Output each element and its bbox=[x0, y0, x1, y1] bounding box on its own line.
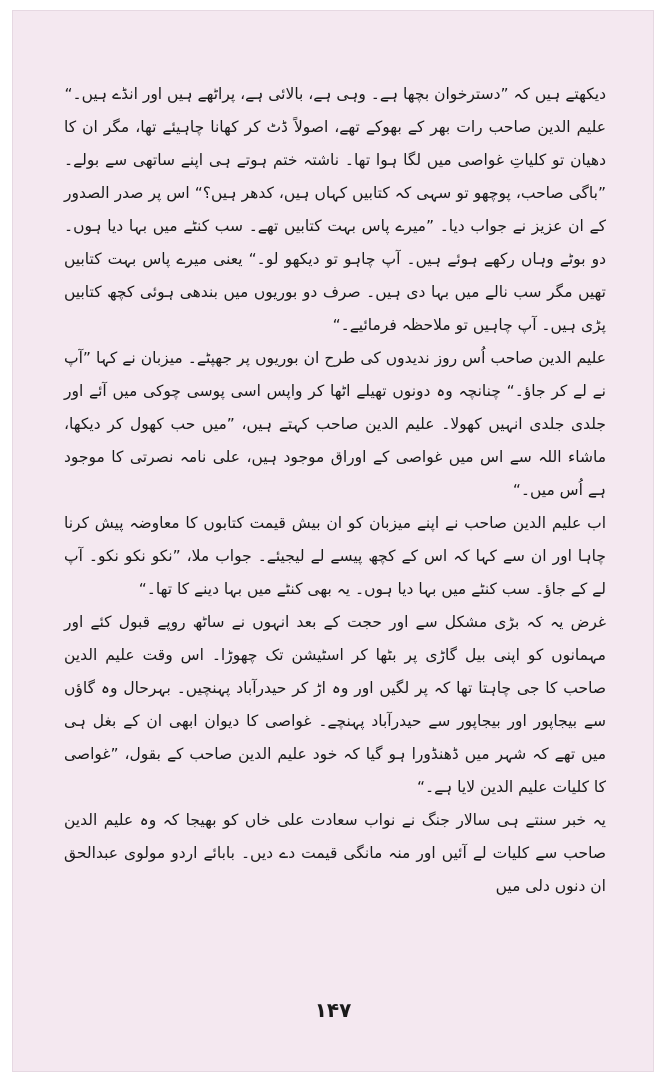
book-page bbox=[12, 10, 654, 1072]
paragraph-1: دیکھتے ہیں کہ ”دسترخوان بچھا ہے۔ وہی ہے، بالائی ہے، پراٹھے ہیں اور انڈے ہیں۔“ bbox=[64, 85, 606, 103]
paragraph-3: علیم الدین صاحب اُس روز ندیدوں کی طرح ان بوریوں پر جھپٹے۔ میزبان نے کہا ”آپ نے لے کر جاؤ۔“ چنانچہ وہ دونوں تھیلے اٹھا کر واپس اسی پوسی چوکی میں آئے اور جلدی جلدی انہیں کھولا۔ علیم الدین صاحب کہتے ہیں، ”میں حب کھول کر دیکھا، ماشاء اللہ سے اس میں غواصی کے اوراق موجود ہیں، علی نامہ نصرتی کا موجود ہے اُس میں۔“ bbox=[64, 349, 606, 499]
paragraph-2: علیم الدین صاحب رات بھر کے بھوکے تھے، اصولاً ڈٹ کر کھانا چاہیئے تھا، مگر ان کا دھیان تو کلیاتِ غواصی میں لگا ہوا تھا۔ ناشتہ ختم ہوتے ہی اپنے ساتھی سے بولے۔ ”باگی صاحب، پوچھو تو سہی کہ کتابیں کہاں ہیں، کدھر ہیں؟“ اس پر صدر الصدور کے ان عزیز نے جواب دیا۔ ”میرے پاس بہت کتابیں تھے۔ سب کنٹے میں بہا دیا ہوں۔ دو بوٹے وہاں رکھے ہوئے ہیں۔ آپ چاہو تو دیکھو لو۔“ یعنی میرے پاس بہت کتابیں تھیں مگر سب نالے میں بہا دی ہیں۔ صرف دو بوریوں میں بندھی ہوئی کچھ کتابیں پڑی ہیں۔ آپ چاہیں تو ملاحظہ فرمائیے۔“ bbox=[64, 118, 606, 334]
paragraph-6: یہ خبر سنتے ہی سالار جنگ نے نواب سعادت علی خاں کو بھیجا کہ وہ علیم الدین صاحب سے کلیات لے آئیں اور منہ مانگی قیمت دے دیں۔ بابائے اردو مولوی عبدالحق ان دنوں دلی میں bbox=[64, 811, 606, 895]
body-text bbox=[64, 78, 606, 903]
page-number: ۱۴۷ bbox=[314, 998, 352, 1022]
paragraph-4: اب علیم الدین صاحب نے اپنے میزبان کو ان بیش قیمت کتابوں کا معاوضہ پیش کرنا چاہا اور ان سے کہا کہ اس کے کچھ پیسے لے لیجیئے۔ جواب ملا، ”نکو نکو نکو۔ آپ لے کے جاؤ۔ سب کنٹے میں بہا دیا ہوں۔ یہ بھی کنٹے میں بہا دینے کا تھا۔“ bbox=[64, 514, 606, 598]
paragraph-5: غرض یہ کہ بڑی مشکل سے اور حجت کے بعد انہوں نے ساٹھ روپے قبول کئے اور مہمانوں کو اپنی بیل گاڑی پر بٹھا کر اسٹیشن تک چھوڑا۔ اس وقت علیم الدین صاحب کا جی چاہتا تھا کہ پر لگیں اور وہ اڑ کر حیدرآباد پہنچیں۔ بہرحال وہ گاؤں سے بیجاپور اور بیجاپور سے حیدرآباد پہنچے۔ غواصی کا دیوان ابھی ان کے بغل ہی میں تھے کہ شہر میں ڈھنڈورا ہو گیا کہ خود علیم الدین صاحب کے بقول، ”غواصی کا کلیات علیم الدین لایا ہے۔“ bbox=[64, 613, 606, 796]
